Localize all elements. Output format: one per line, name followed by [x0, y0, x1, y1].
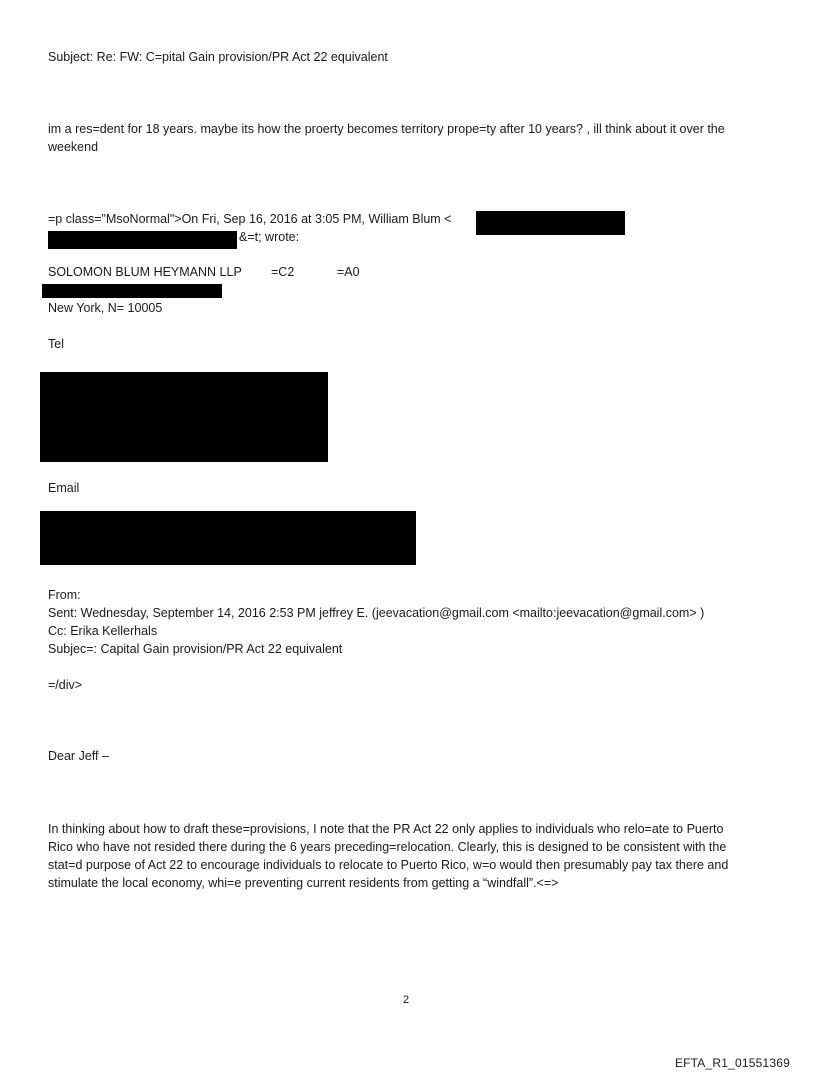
page-number: 2 — [403, 994, 410, 1006]
div-close-markup: =/div> — [48, 678, 83, 692]
from-label: From: — [48, 588, 81, 602]
firm-code-c2: =C2 — [271, 265, 295, 279]
redaction-block — [42, 284, 222, 298]
firm-code-a0: =A0 — [337, 265, 360, 279]
sent-line: Sent: Wednesday, September 14, 2016 2:53 PM jeffrey E. (jeevacation@gmail.com <mailto:jeevacation@gmail.com> ) — [48, 606, 705, 620]
quote-header-line2: &=t; wrote: — [239, 230, 300, 244]
email-label: Email — [48, 481, 80, 495]
subject-line: Subjec=: Capital Gain provision/PR Act 22 equivalent — [48, 642, 343, 656]
firm-city: New York, N= 10005 — [48, 301, 163, 315]
tel-label: Tel — [48, 337, 64, 351]
reply-body: im a res=dent for 18 years. maybe its how the proerty becomes territory prope=ty after 10 years? , ill think about it over the weekend — [48, 122, 725, 154]
redaction-block — [40, 372, 328, 462]
firm-name: SOLOMON BLUM HEYMANN LLP — [48, 265, 242, 279]
document-id: EFTA_R1_01551369 — [674, 1056, 790, 1070]
quote-header-line1: =p class="MsoNormal">On Fri, Sep 16, 2016 at 3:05 PM, William Blum < — [48, 212, 452, 226]
redaction-block — [40, 511, 416, 565]
greeting: Dear Jeff – — [48, 749, 109, 763]
cc-line: Cc: Erika Kellerhals — [48, 624, 158, 638]
redaction-block — [476, 211, 625, 235]
email-subject: Subject: Re: FW: C=pital Gain provision/PR Act 22 equivalent — [48, 50, 388, 64]
body-paragraph: In thinking about how to draft these=provisions, I note that the PR Act 22 only applies to individuals who relo=ate to Puerto Rico who have not resided there during the 6 years preceding=relocation. Clearly, this is designed to be consistent with the stat=d purpose of Act 22 to encourage individuals to relocate to Puerto Rico, w=o would then presumably pay tax there and stimulate the local economy, whi=e preventing current residents from getting a “windfall”.<=> — [48, 822, 729, 890]
redaction-block — [48, 231, 237, 249]
